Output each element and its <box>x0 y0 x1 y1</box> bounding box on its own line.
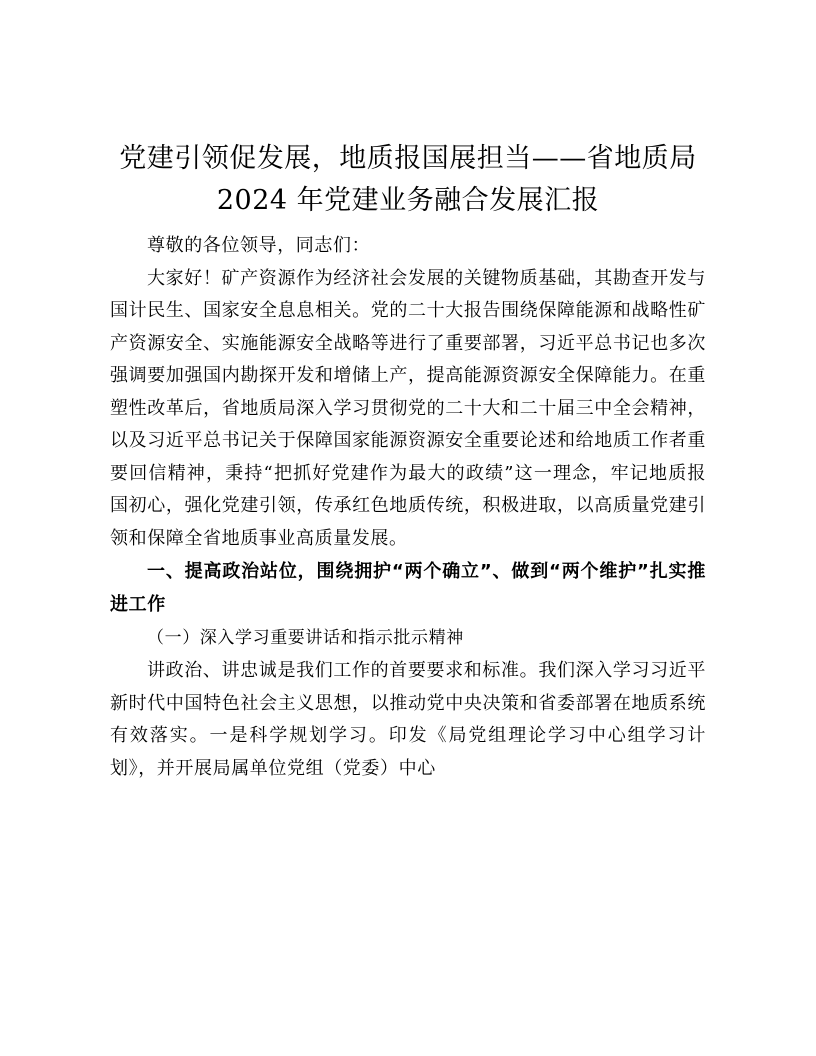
document-title: 党建引领促发展，地质报国展担当——省地质局 2024 年党建业务融合发展汇报 <box>119 143 697 216</box>
subsection-1-heading: （一）深入学习重要讲话和指示批示精神 <box>147 628 464 648</box>
salutation: 尊敬的各位领导，同志们： <box>147 235 371 256</box>
section-1-heading: 一、提高政治站位，围绕拥护“两个确立”、做到“两个维护”扎实推进工作 <box>110 561 706 615</box>
subsection-1-paragraph: 讲政治、讲忠诚是我们工作的首要要求和标准。我们深入学习习近平新时代中国特色社会主义思想，以推动党中央决策和省委部署在地质系统有效落实。一是科学规划学习。印发《局党组理论学习中心组学习计划》，并开展局属单位党组（党委）中心 <box>110 660 706 779</box>
document-page <box>110 138 706 785</box>
intro-paragraph: 大家好！矿产资源作为经济社会发展的关键物质基础，其勘查开发与国计民生、国家安全息息相关。党的二十大报告围绕保障能源和战略性矿产资源安全、实施能源安全战略等进行了重要部署，习近平总书记也多次强调要加强国内勘探开发和增储上产，提高能源资源安全保障能力。在重塑性改革后，省地质局深入学习贯彻党的二十大和二十届三中全会精神，以及习近平总书记关于保障国家能源资源安全重要论述和给地质工作者重要回信精神，秉持“把抓好党建作为最大的政绩”这一理念，牢记地质报国初心，强化党建引领，传承红色地质传统，积极进取，以高质量党建引领和保障全省地质事业高质量发展。 <box>110 267 706 549</box>
